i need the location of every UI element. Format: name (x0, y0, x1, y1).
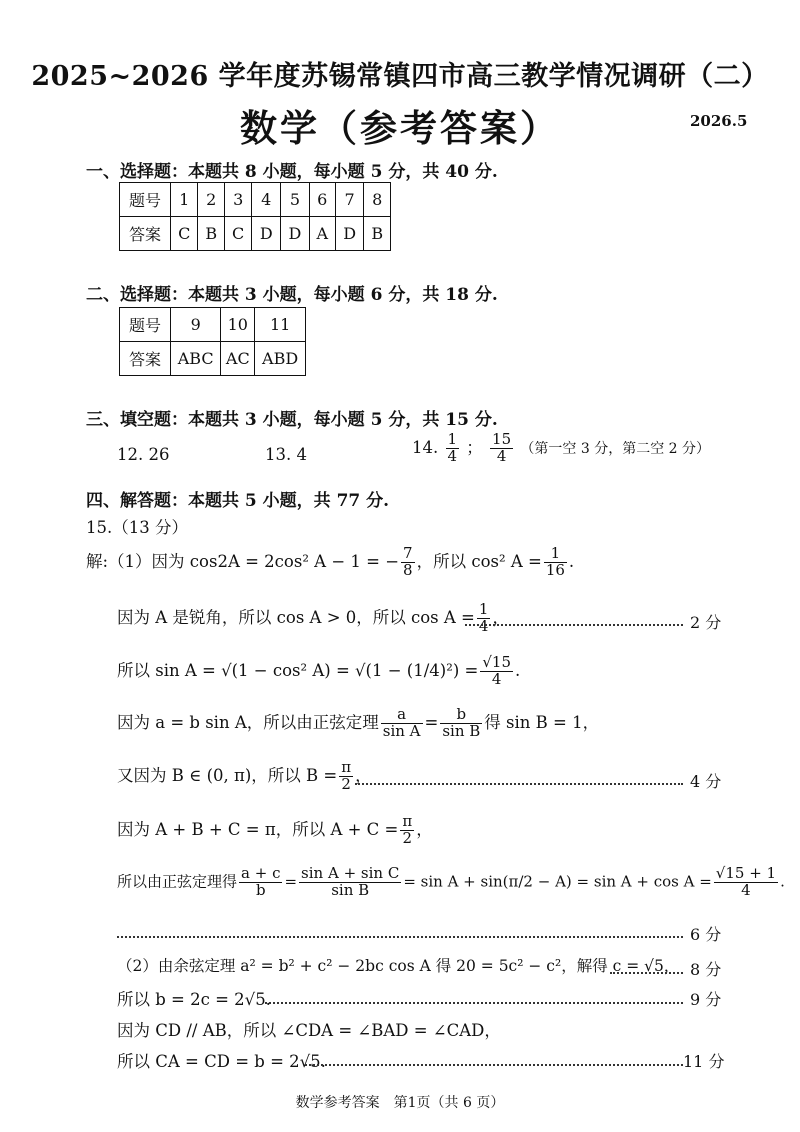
answer-cell: C (171, 217, 198, 251)
solution-line-8: （2）由余弦定理 a² = b² + c² − 2bc cos A 得 20 = 5c² − c²，解得 c = √5， (117, 957, 680, 975)
dot-leader (117, 936, 683, 938)
solution-line-2 (117, 602, 509, 635)
numerator: 7 (403, 544, 413, 562)
math-text: . (568, 551, 575, 571)
fraction (544, 546, 567, 579)
question-number: 11 (255, 308, 306, 342)
answer-cell: ABD (255, 342, 306, 376)
solution-line-11: 所以 CA = CD = b = 2√5. (117, 1052, 326, 1071)
numerator: 1 (478, 600, 489, 618)
numerator: b (440, 707, 482, 724)
answer-cell: A (309, 217, 335, 251)
denominator: 4 (491, 669, 502, 688)
answer-cell: C (224, 217, 251, 251)
table-row (120, 217, 391, 251)
math-text: . (780, 872, 785, 891)
denominator: 4 (478, 616, 489, 635)
numerator: 1 (447, 430, 458, 448)
fraction (400, 814, 414, 847)
numerator: 15 (492, 430, 512, 448)
separator: ； (466, 437, 483, 457)
question-number: 2 (198, 183, 224, 217)
dot-leader (355, 783, 683, 785)
question-number: 8 (364, 183, 391, 217)
numerator: π (402, 812, 413, 830)
math-text: = (424, 712, 439, 732)
math-text: ， (492, 607, 509, 627)
q14-label: 14. (412, 437, 439, 457)
numerator: sin A + sin C (301, 864, 400, 882)
math-text: ， (355, 765, 372, 785)
math-text: ， (416, 819, 433, 839)
math-text: 因为 a = b sin A，所以由正弦定理 (117, 712, 379, 732)
solution-line-3 (117, 655, 520, 688)
denominator: 4 (447, 446, 458, 465)
page-footer: 数学参考答案 第1页（共 6 页） (295, 1095, 505, 1111)
document-subtitle: 数学（参考答案） (240, 106, 560, 150)
numerator: a (381, 707, 423, 724)
solution-line-1 (86, 546, 574, 579)
math-text: 又因为 B ∈ (0, π)，所以 B = (117, 765, 338, 785)
table-row (120, 183, 391, 217)
question-number: 3 (224, 183, 251, 217)
answer-cell: ABC (171, 342, 221, 376)
fraction (477, 602, 491, 635)
score-marker: 2 分 (690, 613, 722, 632)
fraction (339, 760, 353, 793)
numerator: a + c (241, 864, 281, 882)
dot-leader (305, 1064, 683, 1066)
row-label-answer: 答案 (120, 217, 171, 251)
answer-cell: B (364, 217, 391, 251)
answer-cell: D (335, 217, 364, 251)
question-number: 4 (252, 183, 281, 217)
question-number: 9 (171, 308, 221, 342)
section1-heading: 一、选择题：本题共 8 小题，每小题 5 分，共 40 分. (86, 162, 498, 182)
table-row (120, 342, 306, 376)
math-text: ，所以 cos² A = (416, 551, 542, 571)
fraction (381, 707, 423, 740)
denominator: 4 (496, 446, 507, 465)
table-row (120, 308, 306, 342)
fraction (401, 546, 415, 579)
row-label-question: 题号 (120, 183, 171, 217)
fraction (490, 432, 513, 465)
document-title: 2025~2026 学年度苏锡常镇四市高三教学情况调研（二） (31, 61, 769, 92)
q14-note: （第一空 3 分，第二空 2 分） (520, 440, 711, 457)
solution-line-5 (117, 760, 372, 793)
numerator: √15 (482, 653, 511, 671)
denominator: 16 (545, 560, 565, 579)
answer-cell: AC (221, 342, 255, 376)
question-number: 6 (309, 183, 335, 217)
score-marker: 11 分 (683, 1052, 725, 1071)
score-marker: 8 分 (690, 960, 722, 979)
fraction (480, 655, 513, 688)
solution-line-10: 因为 CD // AB，所以 ∠CDA = ∠BAD = ∠CAD， (117, 1021, 501, 1040)
section2-heading: 二、选择题：本题共 3 小题，每小题 6 分，共 18 分. (86, 285, 498, 305)
question-number: 7 (335, 183, 364, 217)
row-label-answer: 答案 (120, 342, 171, 376)
solution-line-6 (117, 814, 433, 847)
document-date: 2026.5 (690, 112, 748, 130)
math-text: 因为 A 是锐角，所以 cos A > 0，所以 cos A = (117, 607, 475, 627)
denominator: sin B (442, 721, 481, 740)
section4-heading: 四、解答题：本题共 5 小题，共 77 分. (86, 491, 390, 511)
answer-q14 (412, 432, 710, 465)
section1-answer-table (119, 182, 391, 251)
answer-q12: 12. 26 (117, 445, 170, 464)
denominator: 2 (341, 774, 351, 793)
math-text: 因为 A + B + C = π，所以 A + C = (117, 819, 399, 839)
math-text: 所以由正弦定理得 (117, 872, 238, 891)
solution-line-9: 所以 b = 2c = 2√5. (117, 990, 271, 1009)
denominator: 2 (402, 828, 413, 847)
dot-leader (265, 1002, 683, 1004)
math-text: = sin A + sin(π/2 − A) = sin A + cos A = (403, 872, 712, 891)
answer-cell: D (252, 217, 281, 251)
denominator: b (255, 880, 266, 899)
math-text: 所以 sin A = √(1 − cos² A) = √(1 − (1/4)²) = (117, 660, 479, 680)
solution-line-4 (117, 707, 599, 740)
question-number: 10 (221, 308, 255, 342)
denominator: sin B (331, 880, 370, 899)
answer-q13: 13. 4 (265, 445, 307, 464)
section2-answer-table (119, 307, 306, 376)
fraction (714, 866, 778, 899)
numerator: √15 + 1 (715, 864, 777, 882)
denominator: 8 (403, 560, 413, 579)
math-text: 解:（1）因为 cos2A = 2cos² A − 1 = − (86, 551, 400, 571)
denominator: sin A (382, 721, 421, 740)
question-15-label: 15.（13 分） (86, 518, 188, 537)
fraction (440, 707, 482, 740)
answer-cell: D (281, 217, 310, 251)
score-marker: 4 分 (690, 772, 722, 791)
score-marker: 6 分 (690, 925, 722, 944)
section3-heading: 三、填空题：本题共 3 小题，每小题 5 分，共 15 分. (86, 410, 498, 430)
numerator: 1 (544, 546, 567, 563)
dot-leader (465, 624, 683, 626)
fraction (446, 432, 460, 465)
dot-leader (610, 972, 683, 974)
math-text: . (515, 660, 521, 680)
numerator: π (341, 758, 352, 776)
question-number: 1 (171, 183, 198, 217)
denominator: 4 (741, 880, 751, 899)
solution-line-7 (117, 866, 785, 899)
answer-cell: B (198, 217, 224, 251)
row-label-question: 题号 (120, 308, 171, 342)
question-number: 5 (281, 183, 310, 217)
fraction (239, 866, 282, 899)
math-text: = (284, 872, 298, 891)
score-marker: 9 分 (690, 990, 722, 1009)
math-text: 得 sin B = 1， (484, 712, 600, 732)
fraction (299, 866, 401, 899)
